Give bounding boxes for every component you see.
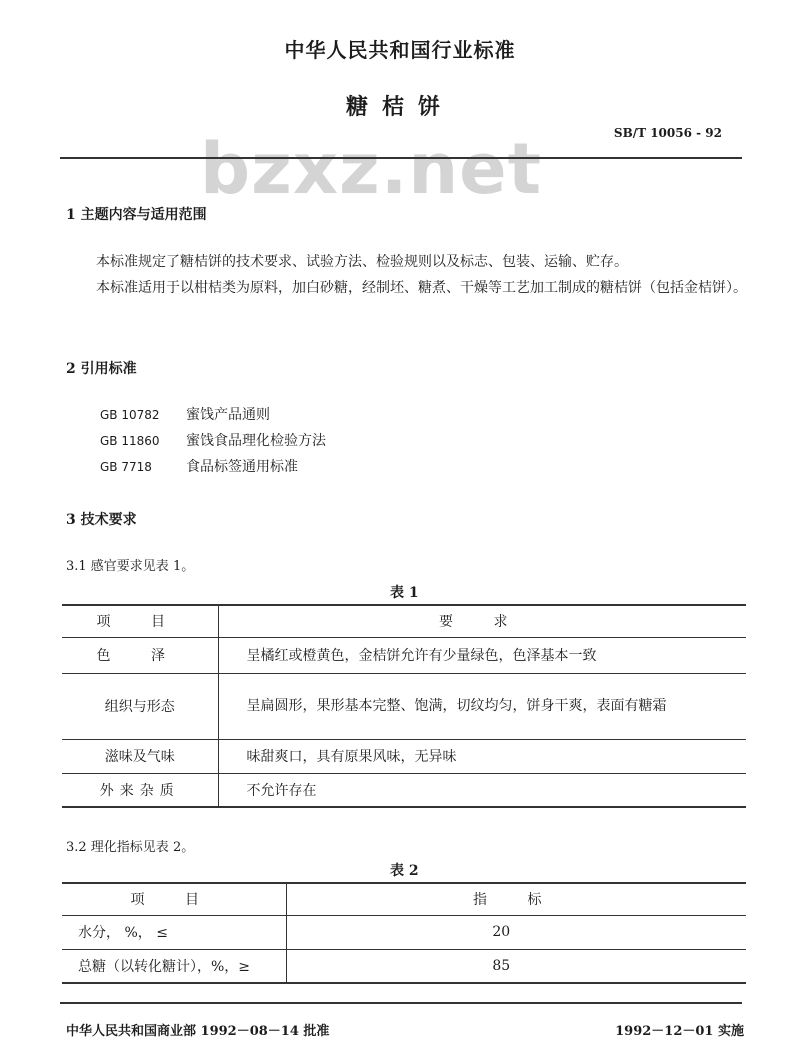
table-cell: 85	[286, 949, 746, 983]
standard-type-title: 中华人民共和国行业标准	[284, 38, 516, 62]
watermark: bzxz.net	[200, 128, 543, 210]
reference-item	[100, 404, 270, 424]
table-1-header-item: 项 目	[62, 605, 218, 637]
table-2-header-item: 项 目	[62, 883, 286, 915]
table-cell: 水分， %， ≤	[62, 915, 286, 949]
table-row	[62, 949, 746, 983]
reference-code: GB 10782	[100, 408, 160, 422]
effective-date: 1992－12－01 实施	[615, 1024, 744, 1039]
table-cell: 20	[286, 915, 746, 949]
table-2-caption: 表 2	[390, 863, 419, 879]
table-cell: 呈橘红或橙黄色，金桔饼允许有少量绿色，色泽基本一致	[218, 637, 746, 673]
reference-item	[100, 430, 326, 450]
section-3-2: 3.2 理化指标见表 2。	[66, 840, 195, 855]
footer-rule	[60, 1002, 742, 1004]
standard-code: SB/T 10056 - 92	[613, 126, 722, 140]
reference-name: 食品标签通用标准	[186, 459, 298, 475]
table-1-header-requirement: 要 求	[218, 605, 746, 637]
reference-item	[100, 456, 298, 476]
approval-line: 中华人民共和国商业部 1992－08－14 批准	[66, 1024, 330, 1039]
table-cell: 呈扁圆形，果形基本完整、饱满，切纹均匀，饼身干爽，表面有糖霜	[218, 673, 746, 739]
table-cell: 滋味及气味	[62, 739, 218, 773]
section-3-1: 3.1 感官要求见表 1。	[66, 559, 195, 574]
table-row	[62, 773, 746, 807]
section-1-paragraph-1: 本标准规定了糖桔饼的技术要求、试验方法、检验规则以及标志、包装、运输、贮存。	[96, 254, 628, 270]
reference-name: 蜜饯产品通则	[186, 407, 270, 423]
header-rule	[60, 157, 742, 159]
table-cell: 总糖（以转化糖计），%，≥	[62, 949, 286, 983]
table-row	[62, 915, 746, 949]
table-1-caption: 表 1	[390, 585, 419, 601]
reference-code: GB 7718	[100, 460, 152, 474]
table-cell: 外来杂质	[62, 773, 218, 807]
table-row	[62, 637, 746, 673]
table-cell: 味甜爽口，具有原果风味，无异味	[218, 739, 746, 773]
table-2-header-indicator: 指 标	[286, 883, 746, 915]
table-2	[62, 882, 746, 984]
table-cell: 色 泽	[62, 637, 218, 673]
document-title: 糖桔饼	[345, 94, 454, 120]
reference-name: 蜜饯食品理化检验方法	[186, 433, 326, 449]
table-1	[62, 604, 746, 808]
table-row	[62, 739, 746, 773]
table-cell: 组织与形态	[62, 673, 218, 739]
section-1-heading: 1 主题内容与适用范围	[66, 207, 207, 223]
table-cell: 不允许存在	[218, 773, 746, 807]
section-1-paragraph-2: 本标准适用于以柑桔类为原料，加白砂糖，经制坯、糖煮、干燥等工艺加工制成的糖桔饼（包括金桔饼）。	[96, 280, 747, 296]
section-3-heading: 3 技术要求	[66, 512, 137, 528]
reference-code: GB 11860	[100, 434, 160, 448]
table-row	[62, 673, 746, 739]
section-2-heading: 2 引用标准	[66, 361, 137, 377]
